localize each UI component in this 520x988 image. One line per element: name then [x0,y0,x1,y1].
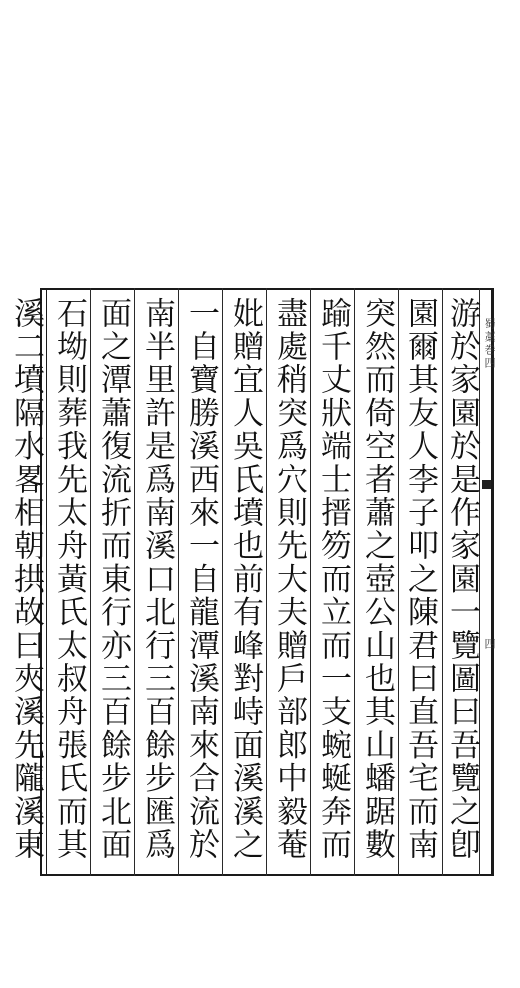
text-column-2: 園爾其友人李子叩之陳君曰直吾宅而南 [402,297,438,862]
text-column-6: 妣贈宜人吳氏墳也前有峰對峙面溪溪之 [227,297,263,862]
text-column-4: 踰千丈狀端士搢笏而立而一支蜿蜒奔而 [315,297,351,862]
text-column-5: 盡處稍突爲穴則先大夫贈戶部郎中毅菴 [271,297,307,862]
text-column-3: 突然而倚空者蕭之壺公山也其山蟠踞數 [359,297,395,862]
margin-page-number: 四 [483,638,496,649]
text-column-8: 南半里許是爲南溪口北行三百餘步匯爲 [139,297,175,862]
text-column-7: 一自寶勝溪西來一自龍潭溪南來合流於 [183,297,219,862]
text-column-9: 面之潭蕭復流折而東行亦三百餘步北面 [95,297,131,862]
text-column-10: 石坳則葬我先太舟黃氏太叔舟張氏而其 [51,297,87,862]
text-column-1: 游於家園於是作家園一覽圖曰吾覽之卽 [444,297,480,862]
margin-title: 蜀藁巻四 [483,318,496,370]
text-column-11: 溪二墳隔水畧相朝拱故曰夾溪先隴溪東 [8,297,44,862]
